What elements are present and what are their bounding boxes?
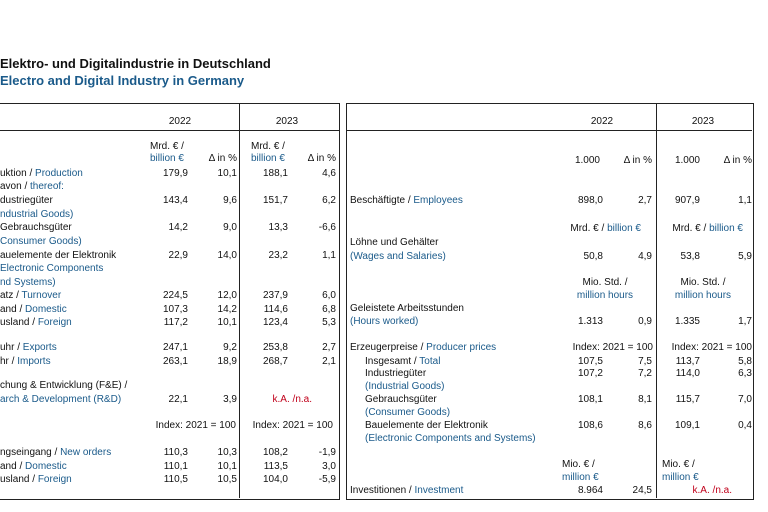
label-de: and /: [0, 304, 26, 315]
right-row-label: [365, 420, 488, 432]
left-row-label: [0, 168, 83, 180]
label-en: New orders: [60, 447, 112, 458]
left-value-2023: 188,1: [262, 168, 288, 179]
left-delta-2023: -5,9: [318, 474, 336, 485]
left-value-2023: 268,7: [262, 356, 288, 367]
right-delta-2023: 1,1: [738, 195, 752, 206]
left-value-2023: 108,2: [262, 447, 288, 458]
left-row-label: [0, 195, 53, 207]
right-unit-2023: million €: [662, 472, 699, 483]
left-value-2022: 110,5: [163, 474, 188, 485]
left-delta-2022: 14,2: [217, 304, 237, 315]
left-value-2022: 117,2: [163, 317, 188, 328]
label-de: Beschäftigte /: [350, 195, 414, 206]
left-value-2023: 253,8: [262, 342, 288, 353]
left-value-2022: 110,3: [163, 447, 188, 458]
label-de: uktion /: [0, 168, 36, 179]
right-row-label: [365, 394, 437, 406]
left-delta-2022: 10,1: [217, 317, 237, 328]
right-delta-2023: Δ in %: [723, 155, 752, 166]
label-en: thereof:: [30, 181, 64, 192]
left-year-2022: 2022: [168, 116, 192, 127]
left-value-2022: 263,1: [162, 356, 188, 367]
right-index-2022: Index: 2021 = 100: [572, 342, 653, 353]
label-en: Turnover: [21, 290, 62, 301]
right-year-2023: 2023: [691, 116, 715, 127]
right-row-label: [350, 237, 438, 249]
right-value-2022: 898,0: [577, 195, 603, 206]
right-delta-2022: 7,5: [638, 356, 652, 367]
left-delta-2022: Δ in %: [208, 153, 237, 164]
left-row-label: [0, 277, 56, 289]
left-value-2023: 113,5: [263, 461, 288, 472]
left-col-divider: [239, 103, 240, 498]
left-delta-2023: -1,9: [318, 447, 336, 458]
right-delta-2023: 6,3: [738, 368, 752, 379]
right-row-label: [350, 342, 496, 354]
right-unit-2023: Mrd. € / billion €: [672, 223, 743, 234]
left-index-2022: Index: 2021 = 100: [155, 420, 236, 431]
right-year-2022: 2022: [590, 116, 614, 127]
label-de: Erzeugerpreise /: [350, 342, 427, 353]
left-delta-2023: 1,1: [322, 250, 336, 261]
right-value-2023: 115,7: [675, 394, 700, 405]
left-delta-2023: 2,1: [322, 356, 336, 367]
label-de: and /: [0, 461, 26, 472]
right-delta-2022: 4,9: [638, 251, 652, 262]
label-en: Production: [35, 168, 83, 179]
left-value-2023: k.A. /n.a.: [272, 394, 312, 405]
left-delta-2023: 3,0: [322, 461, 336, 472]
right-row-label: [365, 356, 440, 368]
right-delta-2022: 7,2: [638, 368, 652, 379]
right-unit-2023: million hours: [674, 290, 732, 301]
right-value-2023: k.A. /n.a.: [692, 485, 732, 496]
right-unit-2022: million €: [562, 472, 599, 483]
right-row-label: [350, 316, 418, 328]
right-unit-2022: million hours: [576, 290, 634, 301]
left-delta-2022: 9,2: [223, 342, 237, 353]
left-unit-de-2022: Mrd. € /: [150, 141, 184, 152]
right-delta-2022: 2,7: [638, 195, 652, 206]
left-delta-2023: 6,8: [322, 304, 336, 315]
label-en: Domestic: [25, 304, 67, 315]
left-row-label: [0, 447, 111, 459]
right-row-label: [365, 433, 536, 445]
left-delta-2022: 10,5: [217, 474, 237, 485]
left-header-rule: [0, 130, 339, 131]
left-row-label: [0, 263, 103, 275]
left-value-2023: 13,3: [268, 222, 288, 233]
label-en: Exports: [22, 342, 57, 353]
right-delta-2023: 5,9: [738, 251, 752, 262]
left-row-label: [0, 474, 72, 486]
label-en: arch & Development (R&D): [0, 394, 122, 405]
left-delta-2023: 6,0: [322, 290, 336, 301]
right-value-2022: 8.964: [577, 485, 603, 496]
unit-en: billion €: [607, 223, 641, 234]
left-value-2023: 23,2: [268, 250, 288, 261]
label-de: dustriegüter: [0, 195, 53, 206]
left-value-2022: 110,1: [163, 461, 188, 472]
label-en: (Consumer Goods): [365, 407, 451, 418]
right-value-2022: 1.313: [577, 316, 603, 327]
label-en: (Electronic Components and Systems): [365, 433, 536, 444]
right-row-label: [365, 407, 450, 419]
right-value-2022: 108,6: [577, 420, 603, 431]
left-delta-2023: -6,6: [318, 222, 336, 233]
left-value-2023: 237,9: [262, 290, 288, 301]
left-delta-2022: 14,0: [217, 250, 237, 261]
right-value-2023: 1.335: [674, 316, 700, 327]
label-en: Investment: [414, 485, 464, 496]
label-de: ngseingang /: [0, 447, 61, 458]
left-row-label: [0, 290, 61, 302]
label-en: (Hours worked): [350, 316, 419, 327]
left-delta-2022: 10,1: [217, 168, 237, 179]
left-delta-2022: 12,0: [217, 290, 237, 301]
title-english: Electro and Digital Industry in Germany: [0, 73, 245, 88]
right-unit-2022: Mrd. € / billion €: [570, 223, 641, 234]
label-de: Gebrauchsgüter: [0, 222, 72, 233]
label-en: Producer prices: [426, 342, 497, 353]
right-row-label: [350, 303, 464, 315]
label-de: Investitionen /: [350, 485, 415, 496]
left-delta-2022: 10,1: [217, 461, 237, 472]
left-delta-2022: 9,6: [223, 195, 237, 206]
left-row-label: [0, 209, 73, 221]
right-delta-2023: 0,4: [738, 420, 752, 431]
left-row-label: [0, 394, 121, 406]
label-en: Foreign: [37, 317, 72, 328]
right-value-2023: 114,0: [675, 368, 700, 379]
right-unit-2023: Mio. € /: [662, 459, 695, 470]
label-de: Bauelemente der Elektronik: [365, 420, 488, 431]
label-en: Imports: [17, 356, 51, 367]
left-value-2022: 143,4: [162, 195, 188, 206]
left-value-2022: 22,9: [168, 250, 188, 261]
left-unit-en-2023: billion €: [251, 153, 285, 164]
label-en: Electronic Components: [0, 263, 104, 274]
label-de: usland /: [0, 317, 38, 328]
label-de: chung & Entwicklung (F&E) /: [0, 380, 128, 391]
left-row-label: [0, 342, 57, 354]
label-de: Gebrauchsgüter: [365, 394, 437, 405]
left-value-2023: 104,0: [262, 474, 288, 485]
right-delta-2022: 24,5: [632, 485, 652, 496]
label-de: atz /: [0, 290, 22, 301]
label-en: ndustrial Goods): [0, 209, 74, 220]
left-delta-2022: 3,9: [223, 394, 237, 405]
right-row-label: [365, 368, 426, 380]
left-year-2023: 2023: [275, 116, 299, 127]
left-value-2023: 151,7: [262, 195, 288, 206]
right-unit-2023: 1.000: [674, 155, 700, 166]
right-row-label: [350, 251, 446, 263]
left-row-label: [0, 356, 51, 368]
left-delta-2023: 6,2: [322, 195, 336, 206]
label-de: usland /: [0, 474, 38, 485]
left-row-label: [0, 236, 82, 248]
left-row-label: [0, 222, 72, 234]
right-value-2023: 109,1: [674, 420, 700, 431]
label-en: nd Systems): [0, 277, 56, 288]
right-delta-2023: 7,0: [738, 394, 752, 405]
label-en: Total: [419, 356, 441, 367]
left-index-2023: Index: 2021 = 100: [252, 420, 333, 431]
right-index-2023: Index: 2021 = 100: [671, 342, 752, 353]
left-value-2023: 123,4: [262, 317, 288, 328]
left-value-2022: 247,1: [162, 342, 188, 353]
left-row-label: [0, 250, 116, 262]
label-en: Consumer Goods): [0, 236, 82, 247]
left-value-2022: 224,5: [162, 290, 188, 301]
label-en: Foreign: [37, 474, 72, 485]
left-delta-2022: 18,9: [217, 356, 237, 367]
label-de: avon /: [0, 181, 31, 192]
right-delta-2022: 8,1: [638, 394, 652, 405]
left-row-label: [0, 461, 67, 473]
right-delta-2023: 5,8: [738, 356, 752, 367]
right-unit-2023: Mio. Std. /: [680, 277, 726, 288]
right-row-label: [350, 195, 463, 207]
label-en: (Industrial Goods): [365, 381, 445, 392]
left-delta-2023: 2,7: [322, 342, 336, 353]
right-delta-2022: Δ in %: [623, 155, 652, 166]
label-de: auelemente der Elektronik: [0, 250, 117, 261]
left-delta-2023: Δ in %: [307, 153, 336, 164]
right-value-2022: 107,2: [577, 368, 603, 379]
left-value-2022: 22,1: [168, 394, 188, 405]
title-german: Elektro- und Digitalindustrie in Deutschland: [0, 56, 271, 71]
left-unit-de-2023: Mrd. € /: [251, 141, 285, 152]
left-row-label: [0, 380, 127, 392]
label-en: Domestic: [25, 461, 67, 472]
left-row-label: [0, 181, 64, 193]
label-de: uhr /: [0, 342, 23, 353]
right-value-2022: 108,1: [577, 394, 603, 405]
label-de: Insgesamt /: [365, 356, 420, 367]
label-en: Employees: [413, 195, 463, 206]
right-value-2023: 907,9: [674, 195, 700, 206]
label-de: Industriegüter: [365, 368, 427, 379]
right-header-rule: [347, 130, 752, 131]
left-delta-2022: 9,0: [223, 222, 237, 233]
right-unit-2022: 1.000: [574, 155, 600, 166]
right-row-label: [365, 381, 444, 393]
right-delta-2023: 1,7: [738, 316, 752, 327]
right-value-2023: 113,7: [675, 356, 700, 367]
right-delta-2022: 8,6: [638, 420, 652, 431]
left-delta-2022: 10,3: [217, 447, 237, 458]
label-de: Geleistete Arbeitsstunden: [350, 303, 464, 314]
right-unit-2022: Mio. € /: [562, 459, 595, 470]
left-row-label: [0, 317, 72, 329]
left-row-label: [0, 304, 67, 316]
right-delta-2022: 0,9: [638, 316, 652, 327]
unit-en: billion €: [709, 223, 743, 234]
left-value-2022: 107,3: [162, 304, 188, 315]
right-unit-2022: Mio. Std. /: [582, 277, 628, 288]
left-delta-2023: 4,6: [322, 168, 336, 179]
left-delta-2023: 5,3: [322, 317, 336, 328]
left-value-2022: 179,9: [162, 168, 188, 179]
right-value-2022: 50,8: [583, 251, 603, 262]
left-value-2023: 114,6: [263, 304, 288, 315]
right-value-2023: 53,8: [680, 251, 700, 262]
label-de: hr /: [0, 356, 18, 367]
label-de: Löhne und Gehälter: [350, 237, 439, 248]
label-en: (Wages and Salaries): [350, 251, 446, 262]
right-row-label: [350, 485, 463, 497]
left-value-2022: 14,2: [168, 222, 188, 233]
left-unit-en-2022: billion €: [150, 153, 184, 164]
right-value-2022: 107,5: [577, 356, 603, 367]
